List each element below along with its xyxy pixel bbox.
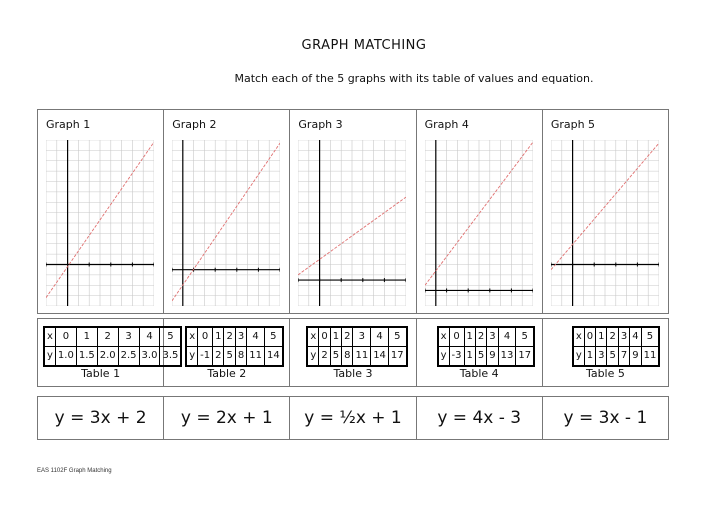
table-5-y-header: y	[573, 347, 584, 367]
table-5-x-value: 1	[596, 327, 607, 347]
table-1-x-value: 0	[55, 327, 76, 347]
table-1-y-value: 3.0	[139, 347, 160, 367]
table-3-x-value: 1	[330, 327, 341, 347]
graph-row	[37, 109, 669, 314]
table-2-x-value: 2	[224, 327, 235, 347]
graph-1-cell	[38, 110, 164, 313]
graph-grid	[172, 140, 280, 306]
equation-5: y = 3x - 1	[563, 408, 648, 428]
table-3-values	[306, 326, 407, 367]
graph-2-plot	[172, 140, 280, 306]
table-2-x-value: 0	[198, 327, 213, 347]
table-2-x-value: 4	[247, 327, 265, 347]
table-4-y-value: 5	[475, 347, 486, 367]
table-2-cell	[164, 319, 290, 386]
table-3-y-header: y	[307, 347, 318, 367]
table-3-y-value: 14	[371, 347, 389, 367]
table-5-x-value: 3	[618, 327, 629, 347]
table-4-x-value: 0	[449, 327, 464, 347]
table-4-y-value: 13	[498, 347, 516, 367]
table-2-y-value: 5	[224, 347, 235, 367]
table-1-y-value: 1.0	[55, 347, 76, 367]
footer-course-code: EAS 1102F Graph Matching	[37, 468, 112, 474]
table-5-y-value: 11	[641, 347, 659, 367]
graph-5-label: Graph 5	[550, 118, 596, 131]
table-5-y-value: 7	[618, 347, 629, 367]
table-4-values	[437, 326, 536, 367]
table-5-x-value: 0	[584, 327, 595, 347]
table-2-y-value: 14	[264, 347, 282, 367]
table-3-y-value: 8	[342, 347, 353, 367]
graph-1-plot	[46, 140, 154, 306]
table-4-label: Table 4	[459, 367, 499, 380]
graph-grid	[551, 140, 659, 306]
table-2-y-header: y	[186, 347, 197, 367]
table-2-x-value: 5	[264, 327, 282, 347]
table-4-x-value: 3	[487, 327, 498, 347]
table-2-y-value: 11	[247, 347, 265, 367]
graph-3-plot	[298, 140, 406, 306]
table-2-x-value: 1	[213, 327, 224, 347]
table-1-y-value: 2.5	[118, 347, 139, 367]
table-1-label: Table 1	[81, 367, 121, 380]
table-4-x-header: x	[438, 327, 449, 347]
table-5-x-value: 4	[630, 327, 641, 347]
table-2-y-value: -1	[198, 347, 213, 367]
table-4-y-header: y	[438, 347, 449, 367]
graph-grid	[425, 140, 533, 306]
table-5-y-value: 3	[596, 347, 607, 367]
table-1-y-value: 1.5	[76, 347, 97, 367]
table-4-x-value: 5	[516, 327, 534, 347]
table-5-label: Table 5	[585, 367, 625, 380]
graph-grid	[46, 140, 154, 306]
table-2-y-value: 2	[213, 347, 224, 367]
graph-3-cell	[290, 110, 416, 313]
table-1-y-value: 3.5	[160, 347, 181, 367]
table-1-x-value: 3	[118, 327, 139, 347]
table-3-x-value: 5	[388, 327, 406, 347]
table-row	[37, 318, 669, 387]
table-3-x-value: 0	[319, 327, 330, 347]
graph-grid	[298, 140, 406, 306]
table-1-x-value: 2	[97, 327, 118, 347]
table-5-values	[572, 326, 661, 367]
table-1-x-value: 4	[139, 327, 160, 347]
table-1-y-header: y	[44, 347, 55, 367]
table-1-x-value: 5	[160, 327, 181, 347]
table-3-y-value: 2	[319, 347, 330, 367]
equation-3: y = ½x + 1	[290, 397, 416, 439]
table-5-cell	[543, 319, 668, 386]
table-3-label: Table 3	[333, 367, 373, 380]
table-3-x-value: 3	[353, 327, 371, 347]
graph-3-label: Graph 3	[298, 118, 343, 131]
table-5-x-value: 2	[607, 327, 618, 347]
table-3-x-header: x	[307, 327, 318, 347]
table-5-x-value: 5	[641, 327, 659, 347]
table-5-y-value: 1	[584, 347, 595, 367]
table-4-x-value: 4	[498, 327, 516, 347]
equation-4: y = 4x - 3	[417, 397, 543, 439]
table-4-y-value: 17	[516, 347, 534, 367]
page-title: GRAPH MATCHING	[301, 38, 427, 53]
table-1-x-header: x	[44, 327, 55, 347]
table-2-label: Table 2	[207, 367, 247, 380]
table-4-x-value: 2	[475, 327, 486, 347]
table-3-y-value: 5	[330, 347, 341, 367]
graph-2-cell	[164, 110, 290, 313]
equation-2: y = 2x + 1	[164, 397, 290, 439]
graph-4-plot	[425, 140, 533, 306]
table-3-x-value: 2	[342, 327, 353, 347]
table-4-y-value: 9	[487, 347, 498, 367]
table-5-x-header: x	[573, 327, 584, 347]
equation-1: y = 3x + 2	[38, 397, 164, 439]
table-4-y-value: 1	[464, 347, 475, 367]
table-5-y-value: 9	[630, 347, 641, 367]
graph-2-label: Graph 2	[172, 118, 217, 131]
table-1-x-value: 1	[76, 327, 97, 347]
table-1-y-value: 2.0	[97, 347, 118, 367]
table-3-y-value: 11	[353, 347, 371, 367]
graph-4-label: Graph 4	[424, 118, 469, 131]
table-2-values	[185, 326, 284, 367]
table-3-x-value: 4	[371, 327, 389, 347]
table-1-values	[43, 326, 182, 367]
graph-5-cell	[543, 110, 668, 313]
graph-1-label: Graph 1	[46, 118, 91, 131]
table-1-cell	[38, 319, 179, 386]
table-4-y-value: -3	[449, 347, 464, 367]
table-2-x-header: x	[186, 327, 197, 347]
table-4-cell	[417, 319, 543, 386]
table-4-x-value: 1	[464, 327, 475, 347]
table-2-x-value: 3	[235, 327, 246, 347]
table-3-y-value: 17	[388, 347, 406, 367]
graph-5-plot	[551, 140, 659, 306]
table-2-y-value: 8	[235, 347, 246, 367]
instructions: Match each of the 5 graphs with its table of values and equation.	[234, 72, 594, 85]
table-3-cell	[290, 319, 416, 386]
table-5-y-value: 5	[607, 347, 618, 367]
equation-row	[37, 396, 669, 440]
graph-4-cell	[417, 110, 543, 313]
